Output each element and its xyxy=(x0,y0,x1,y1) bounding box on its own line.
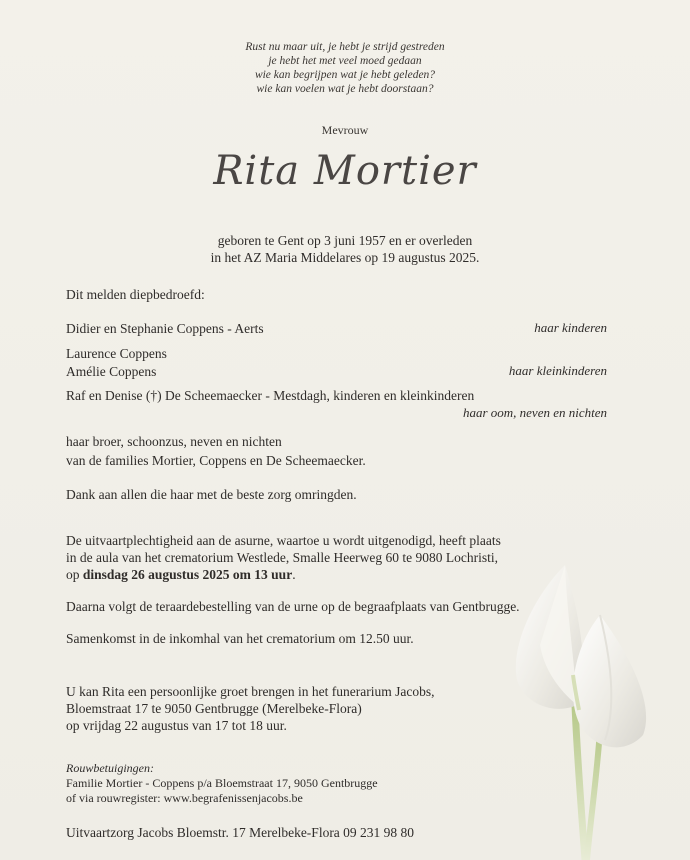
undertaker: Uitvaartzorg Jacobs Bloemstr. 17 Merelbeke-Flora 09 231 98 80 xyxy=(66,825,415,840)
ceremony-prefix: op xyxy=(66,567,83,582)
role-children: haar kinderen xyxy=(534,320,607,335)
condolences-heading: Rouwbetuigingen: xyxy=(66,761,154,775)
birth-line: geboren te Gent op 3 juni 1957 en er overleden xyxy=(217,233,473,248)
salutation: Mevrouw xyxy=(321,123,369,137)
gathering: Samenkomst in de inkomhal van het crematorium om 12.50 uur. xyxy=(66,631,414,646)
role-uncle: haar oom, neven en nichten xyxy=(462,405,607,420)
ceremony-line xyxy=(66,566,296,583)
role-grandchildren: haar kleinkinderen xyxy=(508,363,607,378)
family-grandchild: Laurence Coppens xyxy=(66,346,167,361)
thanks: Dank aan allen die haar met de beste zorg omringden. xyxy=(66,487,357,502)
ceremony-line: in de aula van het crematorium Westlede, Smalle Heerweg 60 te 9080 Lochristi, xyxy=(66,550,499,565)
birth-info xyxy=(0,232,690,266)
family-uncle: Raf en Denise (†) De Scheemaecker - Mestdagh, kinderen en kleinkinderen xyxy=(66,388,475,403)
poem-line: wie kan begrijpen wat je hebt geleden? xyxy=(254,69,436,81)
ceremony-line: De uitvaartplechtigheid aan de asurne, waartoe u wordt uitgenodigd, heeft plaats xyxy=(66,533,501,548)
funeral-home-line: op vrijdag 22 augustus van 17 tot 18 uur. xyxy=(66,718,287,733)
birth-line: in het AZ Maria Middelares op 19 augustus 2025. xyxy=(210,250,480,265)
calla-lily-illustration xyxy=(505,555,665,860)
funeral-home-line: Bloemstraat 17 te 9050 Gentbrugge (Merelbeke-Flora) xyxy=(66,701,362,716)
family-grandchild: Amélie Coppens xyxy=(66,364,157,379)
poem-line: wie kan voelen wat je hebt doorstaan? xyxy=(256,83,434,95)
poem xyxy=(0,40,690,96)
family-children: Didier en Stephanie Coppens - Aerts xyxy=(66,321,264,336)
family-families: van de families Mortier, Coppens en De Scheemaecker. xyxy=(66,453,366,468)
ceremony-date: dinsdag 26 augustus 2025 om 13 uur xyxy=(82,567,293,582)
poem-line: je hebt het met veel moed gedaan xyxy=(268,55,422,67)
funeral-home-line: U kan Rita een persoonlijke groet brengen in het funerarium Jacobs, xyxy=(66,684,435,699)
urn-burial: Daarna volgt de teraardebestelling van de urne op de begraafplaats van Gentbrugge. xyxy=(66,599,520,614)
condolences-line: Familie Mortier - Coppens p/a Bloemstraat 17, 9050 Gentbrugge xyxy=(66,776,378,790)
condolences-line: of via rouwregister: www.begrafenissenjacobs.be xyxy=(66,791,303,805)
ceremony-suffix: . xyxy=(292,567,296,582)
deceased-name: Rita Mortier xyxy=(213,148,477,194)
poem-line: Rust nu maar uit, je hebt je strijd gestreden xyxy=(245,41,445,53)
intro: Dit melden diepbedroefd: xyxy=(66,287,205,302)
family-siblings: haar broer, schoonzus, neven en nichten xyxy=(66,434,282,449)
